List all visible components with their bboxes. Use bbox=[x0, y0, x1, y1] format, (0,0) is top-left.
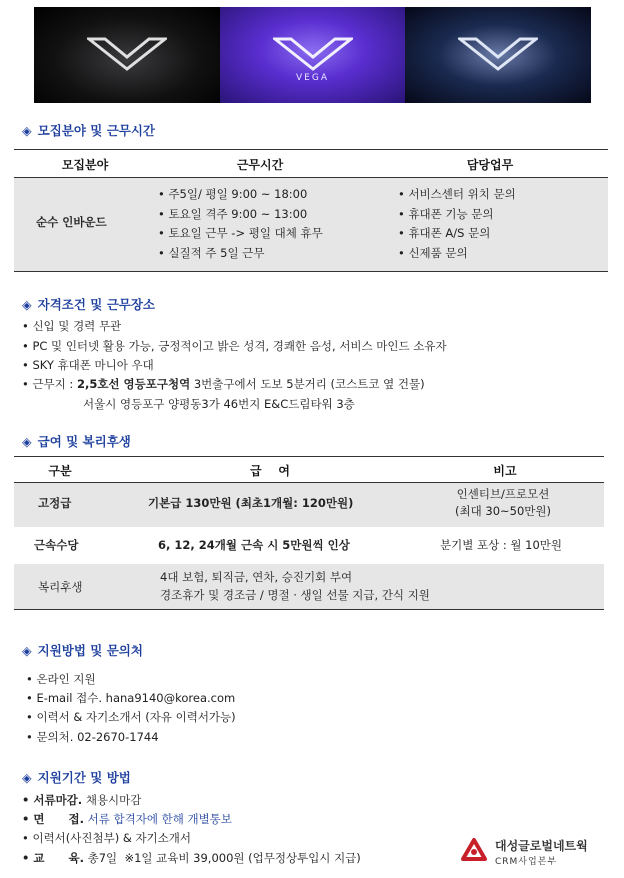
table-top-line bbox=[14, 456, 604, 457]
company-logo bbox=[457, 837, 588, 867]
section-title-apply: ◈ 지원방법 및 문의처 bbox=[22, 643, 143, 658]
company-division: CRM사업본부 bbox=[495, 857, 558, 867]
list-item: • 서류마감. 채용시마감 bbox=[22, 793, 142, 807]
col-header-hours: 근무시간 bbox=[236, 158, 284, 172]
vega-v-logo-icon bbox=[87, 37, 167, 71]
company-name: 대성글로벌네트웍 bbox=[495, 839, 588, 853]
email-contact: • E-mail 접수. hana9140@korea.com bbox=[26, 691, 236, 705]
banner-panel-3 bbox=[405, 7, 591, 103]
diamond-bullet-icon: ◈ bbox=[22, 123, 32, 138]
row-pay-welfare: 4대 보험, 퇴직금, 연차, 승진기회 부여 경조휴가 및 경조금 / 명절 · 생일 선물 지급, 간식 지원 bbox=[160, 570, 430, 602]
section-title-qualifications: ◈ 자격조건 및 근무장소 bbox=[22, 297, 156, 312]
col-header-duties: 담당업무 bbox=[466, 158, 514, 172]
diamond-bullet-icon: ◈ bbox=[22, 770, 32, 785]
row-pay-fixed: 기본급 130만원 (최초1개월: 120만원) bbox=[148, 496, 354, 510]
field-value: 순수 인바운드 bbox=[36, 215, 107, 229]
vega-label: VEGA bbox=[296, 73, 329, 83]
row-label-fixed: 고정급 bbox=[38, 496, 72, 510]
row-label-welfare: 복리후생 bbox=[38, 580, 83, 594]
list-item: • 토요일 격주 9:00 ~ 13:00 bbox=[158, 206, 308, 221]
vega-v-logo-icon bbox=[273, 37, 353, 71]
col-header-note: 비고 bbox=[493, 464, 517, 478]
col-header-category: 구분 bbox=[48, 464, 72, 478]
banner-panel-2 bbox=[220, 7, 406, 103]
shade-label-fixed bbox=[14, 482, 140, 527]
recycle-arrows-icon bbox=[457, 837, 491, 867]
list-item: • 서비스센터 위치 문의 bbox=[398, 187, 516, 201]
vega-v-logo-icon bbox=[458, 37, 538, 71]
table-top-line bbox=[14, 149, 608, 150]
section-title-period: ◈ 지원기간 및 방법 bbox=[22, 770, 131, 785]
row-note-tenure: 분기별 포상 : 월 10만원 bbox=[440, 538, 563, 552]
list-item: • 주5일/ 평일 9:00 ~ 18:00 bbox=[158, 187, 308, 201]
list-item: • SKY 휴대폰 마니아 우대 bbox=[22, 358, 154, 372]
phone-contact: • 문의처. 02-2670-1744 bbox=[26, 730, 159, 744]
diamond-bullet-icon: ◈ bbox=[22, 643, 32, 658]
vega-banner bbox=[34, 7, 591, 103]
col-header-pay: 급 여 bbox=[250, 464, 290, 478]
list-item: • 신제품 문의 bbox=[398, 245, 468, 260]
diamond-bullet-icon: ◈ bbox=[22, 297, 32, 312]
list-item: • PC 및 인터넷 활용 가능, 긍정적이고 밝은 성격, 경쾌한 음성, 서비스 마인드 소유자 bbox=[22, 339, 447, 353]
list-item: • 휴대폰 기능 문의 bbox=[398, 206, 494, 221]
col-header-field: 모집분야 bbox=[61, 158, 109, 172]
banner-panel-1 bbox=[34, 7, 220, 103]
work-location: • 근무지 : 2,5호선 영등포구청역 3번출구에서 도보 5분거리 (코스트코 옆 건물) bbox=[22, 377, 425, 391]
list-item: • 신입 및 경력 무관 bbox=[22, 319, 122, 333]
list-item: • 실질적 주 5일 근무 bbox=[158, 245, 265, 260]
list-item: • 토요일 근무 -> 평일 대체 휴무 bbox=[158, 226, 323, 240]
row-pay-tenure: 6, 12, 24개월 근속 시 5만원씩 인상 bbox=[158, 538, 350, 552]
diamond-bullet-icon: ◈ bbox=[22, 434, 32, 449]
list-item: • 이력서(사진첨부) & 자기소개서 bbox=[22, 831, 191, 845]
list-item: • 면 접. 서류 합격자에 한해 개별통보 bbox=[22, 812, 232, 826]
row-label-tenure: 근속수당 bbox=[34, 538, 79, 552]
row-note-fixed: 인센티브/프로모션 (최대 30~50만원) bbox=[455, 487, 551, 518]
list-item: • 온라인 지원 bbox=[26, 672, 96, 686]
list-item: • 이력서 & 자기소개서 (자유 이력서가능) bbox=[26, 710, 236, 724]
section-title-salary: ◈ 급여 및 복리후생 bbox=[22, 434, 131, 449]
list-item: • 교 육. 총7일 ※1일 교육비 39,000원 (업무정상투입시 지급) bbox=[22, 851, 361, 865]
hours-list bbox=[158, 185, 323, 263]
section-title-recruitment: ◈ 모집분야 및 근무시간 bbox=[22, 123, 156, 138]
work-address: 서울시 영등포구 양평동3가 46번지 E&C드림타워 3층 bbox=[83, 397, 355, 411]
duties-list bbox=[398, 185, 516, 263]
list-item: • 휴대폰 A/S 문의 bbox=[398, 226, 491, 240]
